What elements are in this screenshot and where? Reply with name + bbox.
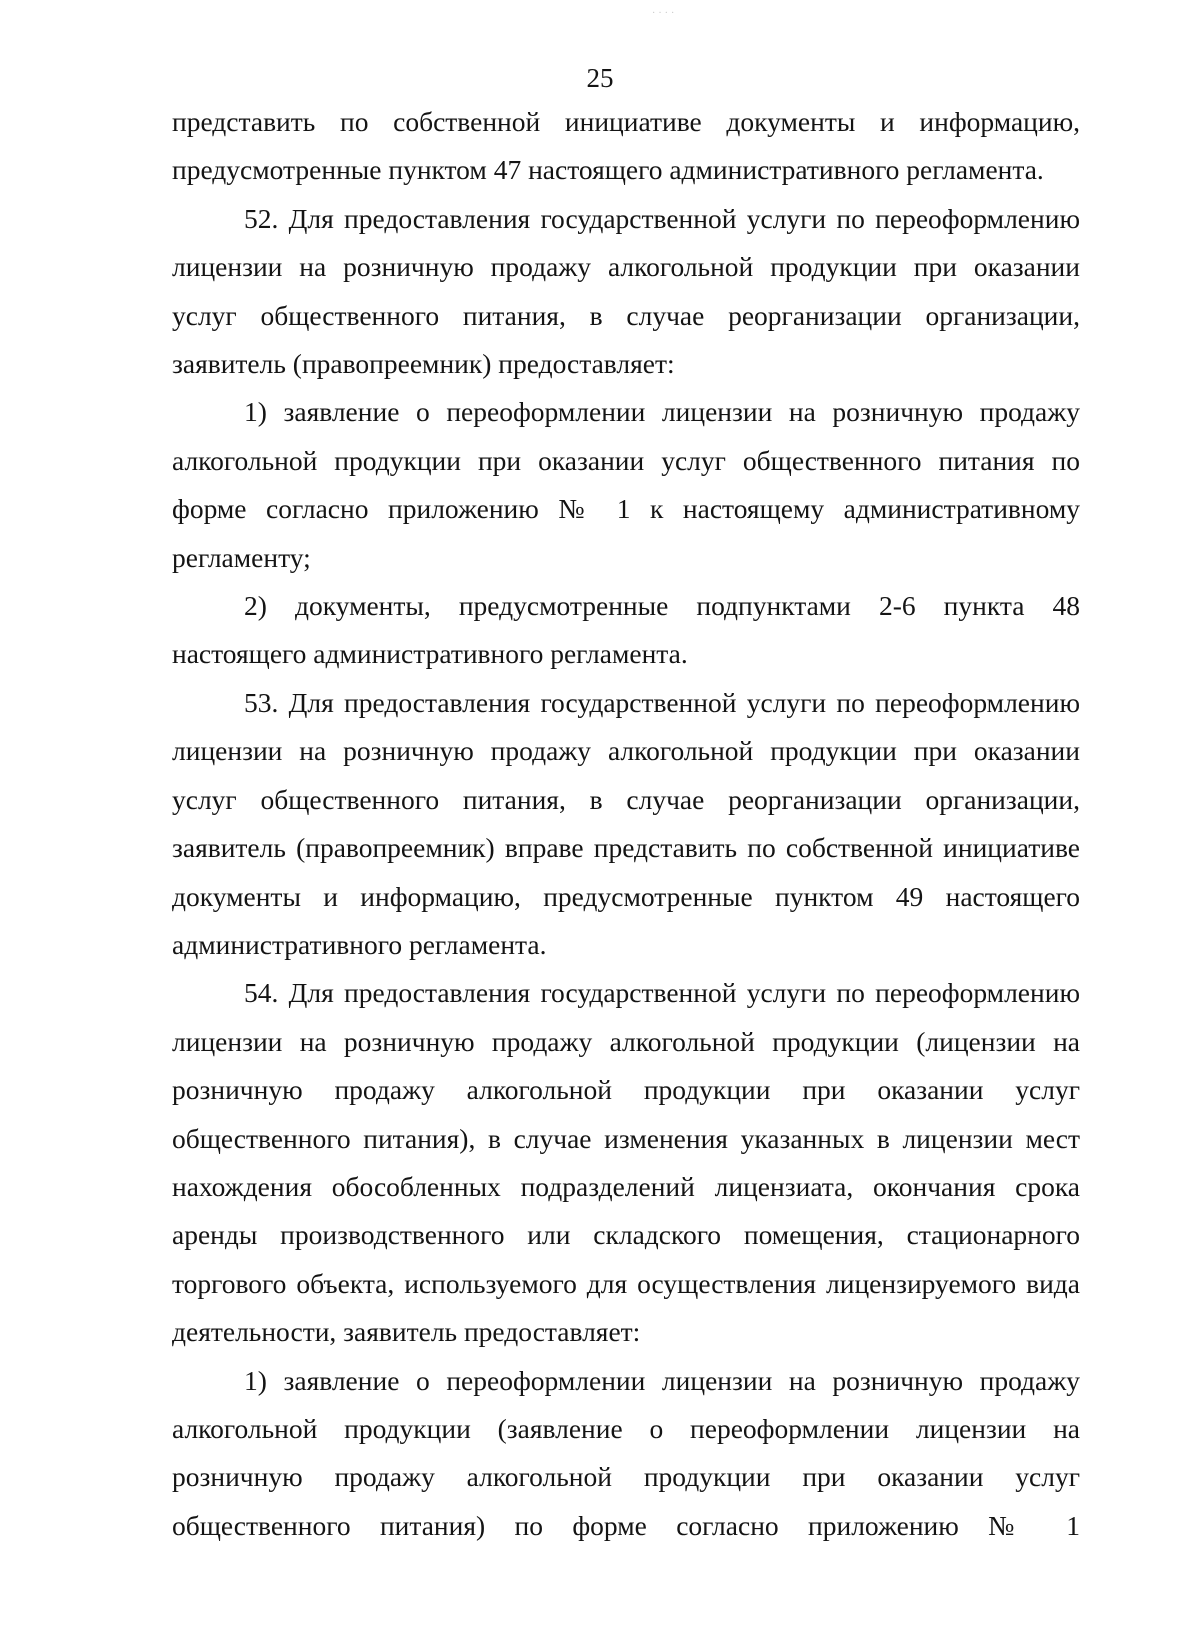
paragraph-52-item-1: 1) заявление о переоформлении лицензии на розничную продажу алкогольной продукции при оказании услуг общественного питания по форме согласно приложению № 1 к настоящему административному регламенту; xyxy=(172,396,1080,573)
paragraph-continuation: представить по собственной инициативе документы и информацию, предусмотренные пунктом 47 настоящего административного регламента. xyxy=(172,106,1080,186)
scan-artifact: ···· xyxy=(652,8,678,19)
document-body xyxy=(172,98,1080,1550)
paragraph-52-item-2: 2) документы, предусмотренные подпунктами 2-6 пункта 48 настоящего административного регламента. xyxy=(172,590,1080,670)
paragraph-53: 53. Для предоставления государственной услуги по переоформлению лицензии на розничную продажу алкогольной продукции при оказании услуг общественного питания, в случае реорганизации организации, заявитель (правопреемник) вправе представить по собственной инициативе документы и информацию, предусмотренные пунктом 49 настоящего административного регламента. xyxy=(172,686,1080,960)
paragraph-54: 54. Для предоставления государственной услуги по переоформлению лицензии на розничную продажу алкогольной продукции (лицензии на розничную продажу алкогольной продукции при оказании услуг общественного питания), в случае изменения указанных в лицензии мест нахождения обособленных подразделений лицензиата, окончания срока аренды производственного или складского помещения, стационарного торгового объекта, используемого для осуществления лицензируемого вида деятельности, заявитель предоставляет: xyxy=(172,977,1080,1348)
paragraph-52: 52. Для предоставления государственной услуги по переоформлению лицензии на розничную продажу алкогольной продукции при оказании услуг общественного питания, в случае реорганизации организации, заявитель (правопреемник) предоставляет: xyxy=(172,202,1080,380)
paragraph-54-item-1: 1) заявление о переоформлении лицензии на розничную продажу алкогольной продукции (заявление о переоформлении лицензии на розничную продажу алкогольной продукции при оказании услуг общественного питания) по форме согласно приложению № 1 xyxy=(172,1364,1080,1541)
page-number: 25 xyxy=(586,63,614,93)
